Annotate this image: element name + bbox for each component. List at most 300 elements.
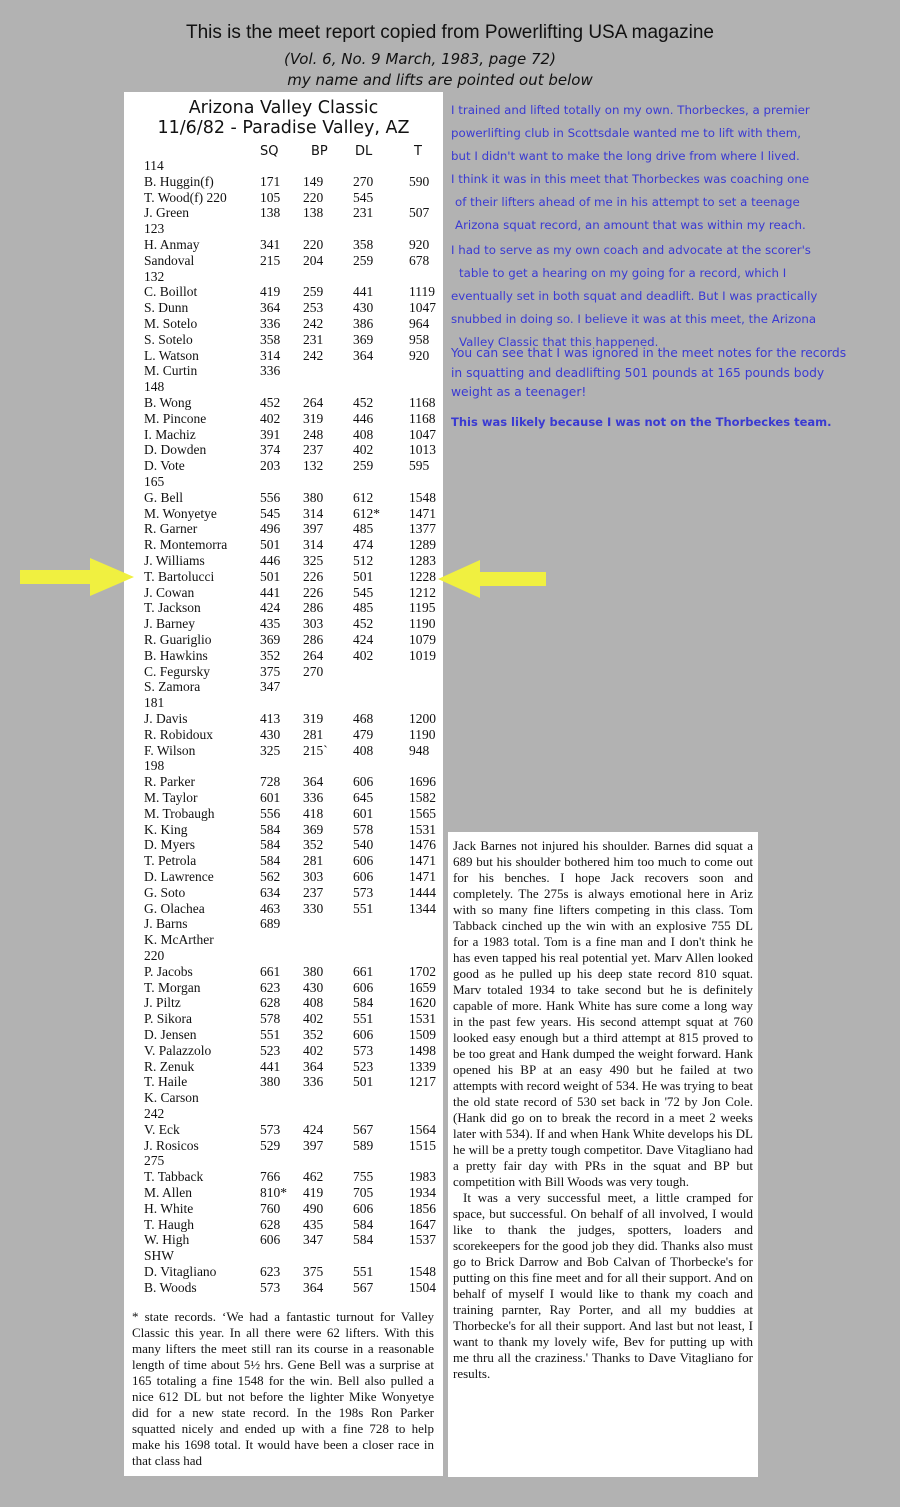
squat-value: 325 <box>260 742 281 758</box>
lifter-name: 132 <box>144 268 165 284</box>
squat-value: 523 <box>260 1042 281 1058</box>
deadlift-value: 408 <box>353 742 374 758</box>
lifter-name: R. Garner <box>144 521 198 537</box>
deadlift-value: 358 <box>353 237 374 252</box>
total-value: 507 <box>409 205 430 221</box>
weight-class-heading <box>124 1248 443 1264</box>
table-row <box>124 790 443 806</box>
bench-value: 204 <box>303 252 324 268</box>
squat-value: 810* <box>260 1185 287 1200</box>
table-row <box>124 1011 443 1027</box>
squat-value: 628 <box>260 1216 281 1232</box>
squat-value: 347 <box>260 679 281 695</box>
commentary-line: powerlifting club in Scottsdale wanted me to lift with them, <box>451 126 801 140</box>
bench-value: 286 <box>303 632 324 647</box>
bench-value: 380 <box>303 963 324 979</box>
total-value: 1647 <box>409 1216 436 1232</box>
deadlift-value: 584 <box>353 995 374 1011</box>
lifter-name: R. Montemorra <box>144 537 228 553</box>
total-value: 1047 <box>409 300 436 316</box>
bench-value: 430 <box>303 979 324 995</box>
lifter-name: M. Wonyetye <box>144 505 217 521</box>
table-row <box>124 853 443 869</box>
lifter-name: M. Curtin <box>144 363 198 379</box>
bench-value: 264 <box>303 395 324 410</box>
weight-class-heading <box>124 1106 443 1122</box>
squat-value: 215 <box>260 252 281 268</box>
lifter-name: 242 <box>144 1106 165 1121</box>
deadlift-value: 545 <box>353 584 374 600</box>
total-value: 1168 <box>409 395 436 410</box>
bench-value: 408 <box>303 995 324 1011</box>
header-line-1: This is the meet report copied from Powerlifting USA magazine <box>185 22 714 43</box>
total-value: 590 <box>409 173 430 189</box>
lifter-name: J. Cowan <box>144 584 195 600</box>
squat-value: 369 <box>260 632 281 647</box>
lifter-name: D. Lawrence <box>144 869 214 884</box>
bench-value: 364 <box>303 774 324 790</box>
table-row <box>124 648 443 664</box>
table-row <box>124 1074 443 1090</box>
total-value: 958 <box>409 331 430 347</box>
squat-value: 529 <box>260 1137 281 1153</box>
table-row <box>124 774 443 790</box>
bench-value: 380 <box>303 489 324 505</box>
table-row <box>124 727 443 743</box>
squat-value: 584 <box>260 821 281 837</box>
commentary-block-1 <box>451 99 900 237</box>
deadlift-value: 567 <box>353 1121 374 1137</box>
bench-value: 419 <box>303 1185 324 1200</box>
deadlift-value: 606 <box>353 774 374 790</box>
table-row <box>124 1059 443 1075</box>
lifter-name: T. Morgan <box>144 979 201 995</box>
lifter-name: M. Sotelo <box>144 316 198 331</box>
total-value: 1537 <box>409 1232 436 1248</box>
meet-notes-right-p1: Jack Barnes not injured his shoulder. Barnes did squat a 689 but his shoulder bothered him too much to come out for his benches. I hope Jack recovers soon and completely. The 275s is always emotional here in Ariz with so many fine lifters competing in this class. Tom Tabback cinched up the win with an explosive 755 DL for a 1983 total. Tom is a fine man and I don't think he has even tapped his real potential yet. Marv Allen looked good as he pulled up his deep state record 810 squat. Marv totaled 1934 to take second but he is definitely capable of more. Hank White has sure come a long way in the past few years. His second attempt squat at 760 looked easy enough but a third attempt at 815 proved to be too great and Hank dumped the weight forward. Hank opened his BP at an easy 490 but he failed at two attempts with record weight of 534. He was trying to beat the old state record of 530 set back in '72 by Jon Cole. (Hank did go on to break the record in a meet 2 weeks later with 534). If and when Hank White develops his DL he will be a pretty tough competitor. Dave Vitagliano had a pretty fair day with PRs in the squat and BP but competition with Bill Woods was very tough. <box>453 838 754 1189</box>
bench-value: 319 <box>303 410 324 426</box>
lifter-name: T. Petrola <box>144 853 197 869</box>
bench-value: 402 <box>303 1042 324 1058</box>
table-row <box>124 1090 443 1106</box>
lifter-name: G. Soto <box>144 884 186 900</box>
total-value: 1476 <box>409 837 436 853</box>
total-value: 1659 <box>409 979 436 995</box>
deadlift-value: 612* <box>353 505 380 521</box>
squat-value: 314 <box>260 347 281 363</box>
squat-value: 463 <box>260 900 281 916</box>
table-row <box>124 1280 443 1296</box>
bench-value: 418 <box>303 805 324 821</box>
report-title: Arizona Valley Classic <box>188 98 379 118</box>
lifter-name: B. Hawkins <box>144 647 208 663</box>
table-row <box>124 458 443 474</box>
report-subtitle: 11/6/82 - Paradise Valley, AZ <box>157 118 410 138</box>
weight-class-heading <box>124 948 443 964</box>
total-value: 1019 <box>409 647 436 663</box>
col-header-t: T <box>414 144 422 159</box>
squat-value: 413 <box>260 711 281 726</box>
squat-value: 446 <box>260 553 281 568</box>
deadlift-value: 612 <box>353 489 374 505</box>
deadlift-value: 386 <box>353 316 374 331</box>
bench-value: 242 <box>303 347 324 363</box>
total-value: 1013 <box>409 442 436 458</box>
squat-value: 402 <box>260 410 281 426</box>
lifter-name: V. Eck <box>144 1121 180 1137</box>
total-value: 1190 <box>409 726 436 742</box>
total-value: 1289 <box>409 537 436 553</box>
bench-value: 264 <box>303 647 324 663</box>
deadlift-value: 573 <box>353 884 374 900</box>
table-row <box>124 1043 443 1059</box>
lifter-name: H. White <box>144 1200 194 1216</box>
bench-value: 314 <box>303 505 324 521</box>
table-row <box>124 600 443 616</box>
bench-value: 325 <box>303 553 324 568</box>
total-value: 1696 <box>409 774 436 790</box>
weight-class-heading <box>124 269 443 285</box>
lifter-name: R. Robidoux <box>144 726 214 742</box>
total-value: 1564 <box>409 1121 436 1137</box>
bench-value: 220 <box>303 189 324 205</box>
deadlift-value: 705 <box>353 1185 374 1200</box>
lifter-name: R. Parker <box>144 774 195 790</box>
commentary-block-4: This was likely because I was not on the Thorbeckes team. <box>451 415 832 429</box>
bench-value: 352 <box>303 1027 324 1042</box>
total-value: 1498 <box>409 1042 436 1058</box>
total-value: 948 <box>409 742 430 758</box>
table-row <box>124 585 443 601</box>
weight-class-heading <box>124 1153 443 1169</box>
table-row <box>124 1185 443 1201</box>
table-row <box>124 916 443 932</box>
lifter-name: 148 <box>144 379 165 395</box>
table-row <box>124 711 443 727</box>
commentary-line: eventually set in both squat and deadlift. But I was practically <box>451 289 818 303</box>
lifter-name: J. Barns <box>144 916 188 932</box>
lifter-name: K. McArther <box>144 932 214 948</box>
table-row <box>124 300 443 316</box>
deadlift-value: 606 <box>353 869 374 884</box>
total-value: 1168 <box>409 410 436 426</box>
lifter-name: T. Haile <box>144 1074 188 1090</box>
total-value: 1377 <box>409 521 436 537</box>
squat-value: 430 <box>260 726 281 742</box>
squat-value: 341 <box>260 237 281 252</box>
table-row <box>124 348 443 364</box>
bench-value: 336 <box>303 1074 324 1090</box>
lifter-name: T. Jackson <box>144 600 201 616</box>
deadlift-value: 589 <box>353 1137 374 1153</box>
lifter-name: J. Davis <box>144 711 188 726</box>
commentary-line: You can see that I was ignored in the meet notes for the records <box>451 346 847 360</box>
bench-value: 336 <box>303 790 324 805</box>
meet-notes-left: * state records. ‘We had a fantastic turnout for Valley Classic this year. In all there were 62 lifters. With this many lifters the meet still ran its course in a reasonable length of time about 5½ hrs. Gene Bell was a surprise at 165 totaling a fine 1548 for the win. Bell also pulled a nice 612 DL but not before the lighter Mike Wonyetye did for a new state record. In the 198s Ron Parker squatted nicely and ended up with a fine 728 to help make his 1698 total. It would have been a closer race in that class had <box>132 1309 434 1468</box>
total-value: 920 <box>409 237 430 252</box>
total-value: 1228 <box>409 568 436 584</box>
commentary-line: Arizona squat record, an amount that was within my reach. <box>455 218 806 232</box>
bench-value: 215` <box>303 742 328 758</box>
squat-value: 551 <box>260 1027 281 1042</box>
total-value: 1582 <box>409 790 436 805</box>
squat-value: 601 <box>260 790 281 805</box>
lifter-name: C. Fegursky <box>144 663 211 679</box>
squat-value: 336 <box>260 363 281 379</box>
bench-value: 402 <box>303 1011 324 1027</box>
lifter-name: R. Guariglio <box>144 632 212 647</box>
table-row <box>124 521 443 537</box>
deadlift-value: 567 <box>353 1279 374 1295</box>
lifter-name: L. Watson <box>144 347 199 363</box>
bench-value: 138 <box>303 205 324 221</box>
deadlift-value: 512 <box>353 553 374 568</box>
total-value: 1856 <box>409 1200 436 1216</box>
deadlift-value: 501 <box>353 1074 374 1090</box>
squat-value: 556 <box>260 489 281 505</box>
col-header-sq: SQ <box>260 144 279 159</box>
table-row <box>124 885 443 901</box>
squat-value: 501 <box>260 537 281 553</box>
bench-value: 248 <box>303 426 324 442</box>
table-row <box>124 237 443 253</box>
total-value: 1515 <box>409 1137 436 1153</box>
deadlift-value: 578 <box>353 821 374 837</box>
weight-class-heading <box>124 379 443 395</box>
total-value: 1548 <box>409 1264 436 1279</box>
bench-value: 281 <box>303 726 324 742</box>
bench-value: 314 <box>303 537 324 553</box>
bench-value: 132 <box>303 458 324 474</box>
squat-value: 661 <box>260 963 281 979</box>
deadlift-value: 259 <box>353 458 374 474</box>
lifter-name: B. Wong <box>144 395 192 410</box>
deadlift-value: 364 <box>353 347 374 363</box>
table-row <box>124 506 443 522</box>
table-row <box>124 995 443 1011</box>
lifter-name: T. Wood(f) 220 <box>144 189 227 205</box>
squat-value: 391 <box>260 426 281 442</box>
total-value: 1217 <box>409 1074 436 1090</box>
table-row <box>124 980 443 996</box>
deadlift-value: 584 <box>353 1216 374 1232</box>
bench-value: 270 <box>303 663 324 679</box>
header-line-3: my name and lifts are pointed out below <box>287 71 593 89</box>
lifter-name: F. Wilson <box>144 742 196 758</box>
table-row <box>124 964 443 980</box>
table-row <box>124 837 443 853</box>
commentary-line: I think it was in this meet that Thorbeckes was coaching one <box>451 172 810 186</box>
total-value: 1200 <box>409 711 436 726</box>
lifter-name: B. Huggin(f) <box>144 173 214 189</box>
lifter-name: J. Piltz <box>144 995 181 1011</box>
deadlift-value: 606 <box>353 853 374 869</box>
bench-value: 330 <box>303 900 324 916</box>
squat-value: 203 <box>260 458 281 474</box>
squat-value: 424 <box>260 600 281 616</box>
squat-value: 545 <box>260 505 281 521</box>
squat-value: 138 <box>260 205 281 221</box>
bench-value: 220 <box>303 237 324 252</box>
table-row <box>124 411 443 427</box>
squat-value: 573 <box>260 1279 281 1295</box>
arrow-left-icon <box>436 556 548 602</box>
lifter-name: SHW <box>144 1248 174 1264</box>
total-value: 1509 <box>409 1027 436 1042</box>
table-row <box>124 679 443 695</box>
deadlift-value: 402 <box>353 442 374 458</box>
lifter-name: J. Green <box>144 205 189 221</box>
commentary-line: I trained and lifted totally on my own. Thorbeckes, a premier <box>451 103 810 117</box>
bench-value: 226 <box>303 568 324 584</box>
table-row <box>124 869 443 885</box>
deadlift-value: 270 <box>353 173 374 189</box>
squat-value: 501 <box>260 568 281 584</box>
commentary-line: but I didn't want to make the long drive from where I lived. <box>451 149 800 163</box>
meet-notes-right <box>453 838 753 1382</box>
deadlift-value: 452 <box>353 395 374 410</box>
deadlift-value: 408 <box>353 426 374 442</box>
table-row <box>124 537 443 553</box>
bench-value: 397 <box>303 1137 324 1153</box>
deadlift-value: 601 <box>353 805 374 821</box>
meet-notes-right-p2: It was a very successful meet, a little cramped for space, but successful. On behalf of all involved, I would like to thank the judges, spotters, loaders and scorekeepers for the good job they did. Thanks also must go to Brick Darrow and Bob Calvan of Thorbecke's for putting on this fine meet and for all their support. And on behalf of myself I would like to thank my coach and training parnter, Ray Porter, and all my buddies at Thorbecke's for all their support. And last but not least, I want to thank my lovely wife, Bev for putting up with me thru all the craziness.' Thanks to Dave Vitagliano for results. <box>453 1190 753 1381</box>
total-value: 1504 <box>409 1279 436 1295</box>
deadlift-value: 523 <box>353 1058 374 1074</box>
table-row <box>124 190 443 206</box>
table-row <box>124 1122 443 1138</box>
bench-value: 286 <box>303 600 324 616</box>
table-row <box>124 569 443 585</box>
table-row <box>124 806 443 822</box>
total-value: 1531 <box>409 821 436 837</box>
deadlift-value: 606 <box>353 1200 374 1216</box>
lifter-name: H. Anmay <box>144 237 200 252</box>
lifter-name: T. Bartolucci <box>144 568 215 584</box>
total-value: 1471 <box>409 505 436 521</box>
total-value: 1047 <box>409 426 436 442</box>
commentary-line: snubbed in doing so. I believe it was at this meet, the Arizona <box>451 312 817 326</box>
lifter-name: T. Tabback <box>144 1169 204 1185</box>
deadlift-value: 468 <box>353 711 374 726</box>
squat-value: 441 <box>260 1058 281 1074</box>
bench-value: 347 <box>303 1232 324 1248</box>
lifter-name: C. Boillot <box>144 284 198 300</box>
commentary-line: Valley Classic that this happened. <box>459 335 659 349</box>
bench-value: 231 <box>303 331 324 347</box>
bench-value: 375 <box>303 1264 324 1279</box>
lifter-name: 123 <box>144 221 165 237</box>
deadlift-value: 402 <box>353 647 374 663</box>
weight-class-heading <box>124 474 443 490</box>
bench-value: 352 <box>303 837 324 853</box>
total-value: 1283 <box>409 553 436 568</box>
table-row <box>124 1232 443 1248</box>
table-row <box>124 932 443 948</box>
lifter-name: J. Barney <box>144 616 195 632</box>
total-value: 1531 <box>409 1011 436 1027</box>
table-row <box>124 363 443 379</box>
deadlift-value: 259 <box>353 252 374 268</box>
table-row <box>124 1169 443 1185</box>
bench-value: 397 <box>303 521 324 537</box>
commentary-line: I had to serve as my own coach and advocate at the scorer's <box>451 243 811 257</box>
squat-value: 623 <box>260 1264 281 1279</box>
squat-value: 452 <box>260 395 281 410</box>
squat-value: 578 <box>260 1011 281 1027</box>
table-row <box>124 822 443 838</box>
bench-value: 253 <box>303 300 324 316</box>
squat-value: 352 <box>260 647 281 663</box>
squat-value: 419 <box>260 284 281 300</box>
commentary-line: in squatting and deadlifting 501 pounds at 165 pounds body <box>451 365 825 380</box>
total-value: 1983 <box>409 1169 436 1185</box>
deadlift-value: 479 <box>353 726 374 742</box>
squat-value: 689 <box>260 916 281 932</box>
col-header-dl: DL <box>355 144 373 159</box>
deadlift-value: 452 <box>353 616 374 632</box>
squat-value: 435 <box>260 616 281 632</box>
total-value: 964 <box>409 316 430 331</box>
total-value: 1344 <box>409 900 436 916</box>
table-row <box>124 1138 443 1154</box>
lifter-name: S. Zamora <box>144 679 201 695</box>
lifter-name: J. Rosicos <box>144 1137 199 1153</box>
squat-value: 728 <box>260 774 281 790</box>
lifter-name: M. Taylor <box>144 790 198 805</box>
lifter-name: I. Machiz <box>144 426 196 442</box>
lifter-name: R. Zenuk <box>144 1058 195 1074</box>
squat-value: 374 <box>260 442 281 458</box>
table-row <box>124 205 443 221</box>
bench-value: 242 <box>303 316 324 331</box>
squat-value: 562 <box>260 869 281 884</box>
arrow-right-icon <box>18 554 138 600</box>
bench-value: 364 <box>303 1279 324 1295</box>
squat-value: 171 <box>260 173 281 189</box>
deadlift-value: 661 <box>353 963 374 979</box>
lifter-name: D. Myers <box>144 837 195 853</box>
table-row <box>124 1027 443 1043</box>
lifter-name: M. Pincone <box>144 410 207 426</box>
commentary-block-3 <box>451 344 900 403</box>
table-row <box>124 395 443 411</box>
deadlift-value: 485 <box>353 600 374 616</box>
table-row <box>124 1217 443 1233</box>
squat-value: 628 <box>260 995 281 1011</box>
bench-value: 462 <box>303 1169 324 1185</box>
lifter-name: B. Woods <box>144 1279 197 1295</box>
deadlift-value: 441 <box>353 284 374 300</box>
lifter-name: 181 <box>144 695 165 711</box>
total-value: 1079 <box>409 632 436 647</box>
total-value: 1212 <box>409 584 436 600</box>
total-value: 1119 <box>409 284 435 300</box>
table-row <box>124 316 443 332</box>
deadlift-value: 231 <box>353 205 374 221</box>
lifter-name: S. Dunn <box>144 300 189 316</box>
table-row <box>124 490 443 506</box>
table-row <box>124 1264 443 1280</box>
lifter-name: K. Carson <box>144 1090 199 1106</box>
deadlift-value: 645 <box>353 790 374 805</box>
bench-value: 149 <box>303 173 324 189</box>
squat-value: 336 <box>260 316 281 331</box>
lifter-name: D. Vitagliano <box>144 1264 217 1279</box>
commentary-line: of their lifters ahead of me in his attempt to set a teenage <box>455 195 800 209</box>
total-value: 1702 <box>409 963 436 979</box>
total-value: 595 <box>409 458 430 474</box>
